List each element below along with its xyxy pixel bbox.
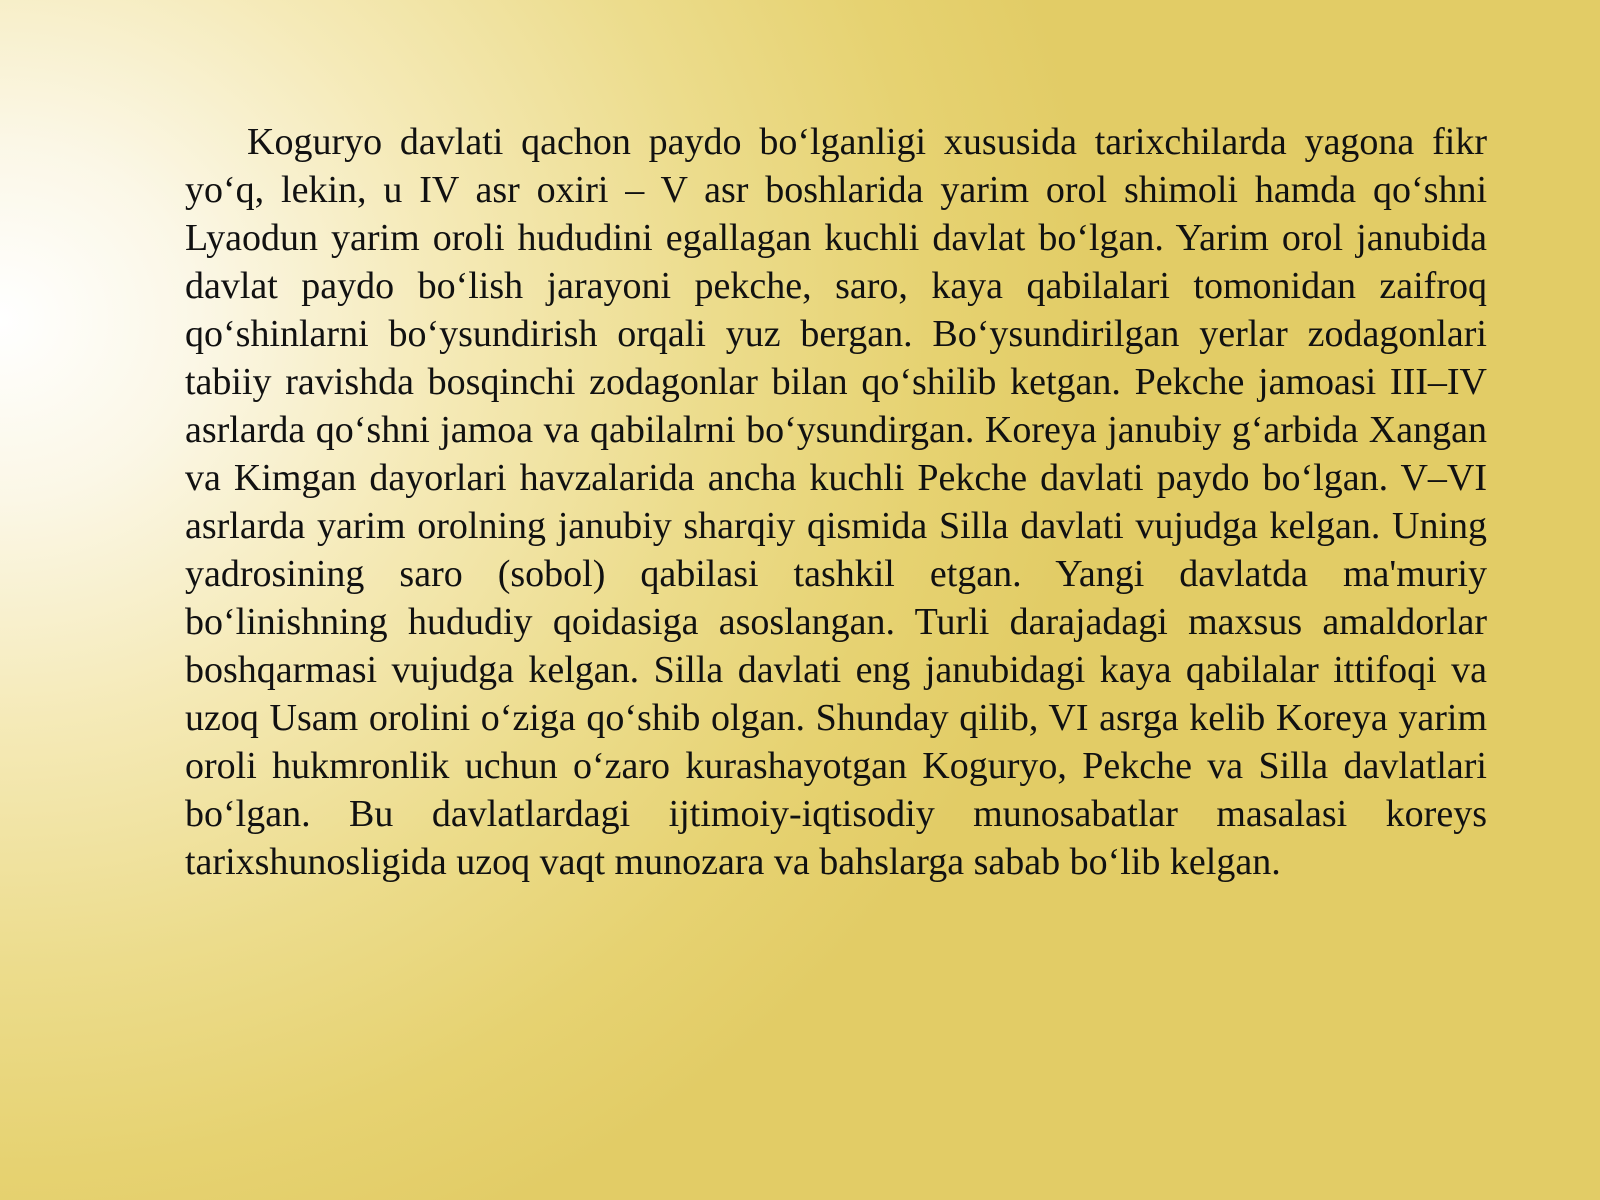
body-paragraph: Koguryo davlati qachon paydo bo‘lganligi xususida tarixchilarda yagona fikr yo‘q, lekin, u IV asr oxiri – V asr boshlarida yarim orol shimoli hamda qo‘shni Lyaodun yarim oroli hududini egallagan kuchli davlat bo‘lgan. Yarim orol janubida davlat paydo bo‘lish jarayoni pekche, saro, kaya qabilalari tomonidan zaifroq qo‘shinlarni bo‘ysundirish orqali yuz bergan. Bo‘ysundirilgan yerlar zodagonlari tabiiy ravishda bosqinchi zodagonlar bilan qo‘shilib ketgan. Pekche jamoasi III–IV asrlarda qo‘shni jamoa va qabilalrni bo‘ysundirgan. Koreya janubiy g‘arbida Xangan va Kimgan dayorlari havzalarida ancha kuchli Pekche davlati paydo bo‘lgan. V–VI asrlarda yarim orolning janubiy sharqiy qismida Silla davlati vujudga kelgan. Uning yadrosining saro (sobol) qabilasi tashkil etgan. Yangi davlatda ma'muriy bo‘linishning hududiy qoidasiga asoslangan. Turli darajadagi maxsus amaldorlar boshqarmasi vujudga kelgan. Silla davlati eng janubidagi kaya qabilalar ittifoqi va uzoq Usam orolini o‘ziga qo‘shib olgan. Shunday qilib, VI asrga kelib Koreya yarim oroli hukmronlik uchun o‘zaro kurashayotgan Koguryo, Pekche va Silla davlatlari bo‘lgan. Bu davlatlardagi ijtimoiy-iqtisodiy munosabatlar masalasi koreys tarixshunosligida uzoq vaqt munozara va bahslarga sabab bo‘lib kelgan.	[185, 121, 1487, 883]
